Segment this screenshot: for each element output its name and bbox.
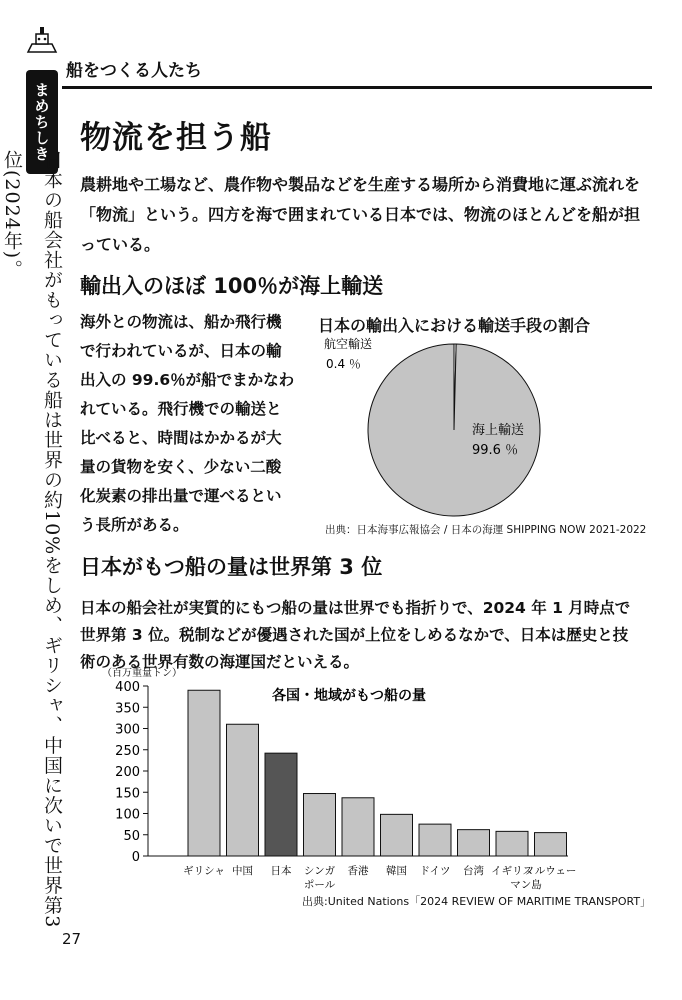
pie-chart-title: 日本の輸出入における輸送手段の割合	[318, 316, 591, 335]
bar	[265, 753, 297, 856]
page-number: 27	[62, 930, 82, 948]
x-tick-label: 日本	[270, 865, 292, 877]
bar	[227, 724, 259, 856]
bar	[496, 831, 528, 856]
y-tick-label: 250	[115, 743, 140, 759]
page-title: 物流を担う船	[80, 120, 272, 156]
bar-chart-title: 各国・地域がもつ船の量	[272, 688, 426, 704]
y-tick-label: 300	[115, 722, 140, 738]
y-tick-label: 100	[115, 807, 140, 823]
x-tick-label: 香港	[347, 865, 369, 877]
section1-paragraph: 海外との物流は、船か飛行機で行われているが、日本の輸出入の 99.6％が船でまかなわれている。飛行機での輸送と比べると、時間はかかるが大量の貨物を安く、少ない二酸化炭素の排出量で運べるという長所がある。	[80, 313, 295, 534]
header-rule	[62, 86, 652, 89]
series-title: 船をつくる人たち	[66, 61, 202, 81]
x-tick-label: ギリシャ	[183, 865, 225, 877]
pie-chart	[300, 330, 640, 520]
y-tick-label: 0	[131, 850, 140, 865]
sidebar-tab: まめちしき	[26, 70, 58, 174]
bar	[419, 824, 451, 856]
x-tick-label: 中国	[232, 865, 253, 877]
pie-value-label: 0.4 ％	[326, 357, 361, 371]
section2-paragraph: 日本の船会社が実質的にもつ船の量は世界でも指折りで、2024 年 1 月時点で世界第 3 位。税制などが優遇された国が上位をしめるなかで、日本は歴史と技術のある世界有数の海運国だといえる。	[80, 599, 631, 671]
x-tick-label: シンガ	[303, 865, 336, 877]
pie-label: 海上輸送	[472, 423, 525, 438]
intro-paragraph: 農耕地や工場など、農作物や製品などを生産する場所から消費地に運ぶ流れを「物流」という。四方を海で囲まれている日本では、物流のほとんどを船が担っている。	[80, 175, 641, 254]
x-tick-label: イギリス	[491, 865, 533, 877]
y-tick-label: 50	[123, 828, 140, 844]
x-tick-label: マン島	[510, 879, 542, 891]
y-tick-label: 200	[115, 765, 140, 780]
bar	[188, 690, 220, 856]
x-tick-label: 韓国	[386, 865, 407, 877]
bar	[381, 814, 413, 856]
section2-heading: 日本がもつ船の量は世界第 3 位	[80, 555, 383, 579]
bar	[458, 830, 490, 856]
bar	[304, 794, 336, 856]
side-column-text: 日本の船会社がもっている船は世界の約10%をしめ、ギリシャ、中国に次いで世界第3位(2024年)。	[1, 150, 63, 929]
x-tick-label: 台湾	[463, 865, 484, 877]
bar-chart	[100, 662, 580, 892]
section1-heading: 輸出入のほぼ 100％が海上輸送	[80, 274, 384, 298]
bar	[535, 833, 567, 856]
y-axis-label: （百万重量トン）	[102, 668, 182, 679]
y-tick-label: 400	[115, 680, 140, 695]
x-tick-label: ドイツ	[419, 865, 451, 877]
pie-chart-source: 出典：日本海事広報協会 / 日本の海運 SHIPPING NOW 2021-2022	[325, 524, 647, 536]
ship-mascot-icon	[24, 22, 60, 58]
y-tick-label: 350	[115, 701, 140, 717]
x-tick-label: ポール	[303, 879, 336, 891]
bar	[342, 798, 374, 856]
bar-chart-source: 出典:United Nations「2024 REVIEW OF MARITIME TRANSPORT」	[302, 895, 652, 908]
x-tick-label: ノルウェー	[524, 865, 577, 877]
pie-label: 航空輸送	[324, 337, 373, 351]
pie-value-label: 99.6 ％	[472, 443, 519, 458]
y-tick-label: 150	[115, 786, 140, 802]
